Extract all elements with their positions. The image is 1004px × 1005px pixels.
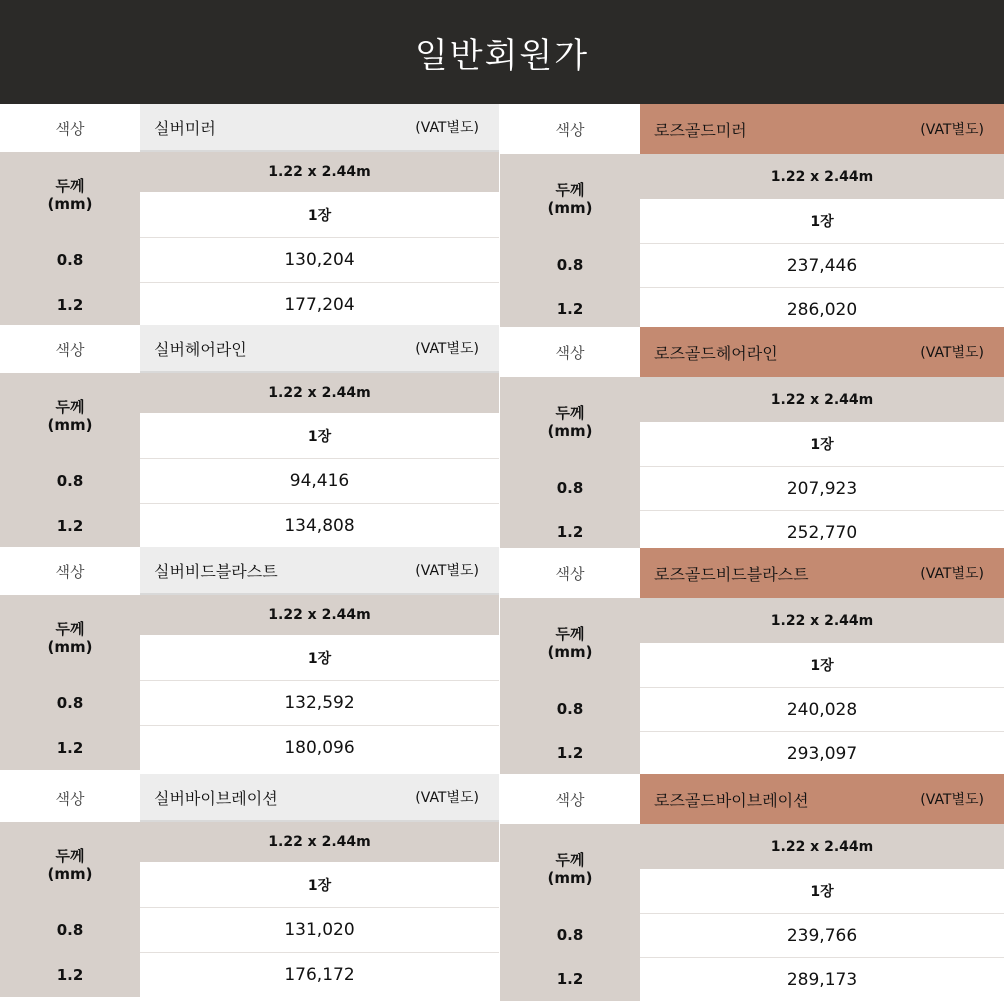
price-row <box>500 731 1004 775</box>
color-row <box>0 104 499 152</box>
price-row <box>0 458 499 503</box>
sheet-header: 1장 <box>140 635 499 680</box>
thickness-label <box>0 373 140 458</box>
color-label: 색상 <box>0 104 140 152</box>
color-row <box>500 104 1004 154</box>
product-name: 실버헤어라인 <box>154 339 247 359</box>
color-row <box>0 325 499 373</box>
price-value: 131,020 <box>140 907 499 952</box>
size-header: 1.22 x 2.44m <box>140 152 499 192</box>
price-value: 252,770 <box>640 510 1004 554</box>
color-label: 색상 <box>500 548 640 598</box>
product-name-cell <box>640 327 1004 377</box>
price-value: 207,923 <box>640 466 1004 510</box>
size-header: 1.22 x 2.44m <box>140 595 499 635</box>
color-label: 색상 <box>0 325 140 373</box>
product-name-cell <box>640 104 1004 154</box>
sheet-header: 1장 <box>640 869 1004 913</box>
price-value: 176,172 <box>140 952 499 997</box>
size-header: 1.22 x 2.44m <box>640 377 1004 422</box>
thickness-label <box>500 377 640 466</box>
vat-note: (VAT별도) <box>415 120 479 136</box>
product-name: 실버미러 <box>154 118 216 138</box>
color-row <box>0 547 499 595</box>
product-name-cell <box>140 104 499 152</box>
price-row <box>500 243 1004 287</box>
price-value: 180,096 <box>140 725 499 770</box>
price-row <box>500 957 1004 1001</box>
page-header <box>0 0 1004 104</box>
vat-note: (VAT별도) <box>920 122 984 138</box>
thickness-label <box>500 154 640 243</box>
sheet-header: 1장 <box>640 643 1004 687</box>
price-row <box>500 287 1004 331</box>
color-label: 색상 <box>500 774 640 824</box>
price-row <box>0 282 499 327</box>
thickness-text: 두께 <box>555 403 585 422</box>
thickness-value: 0.8 <box>0 458 140 503</box>
product-name: 실버바이브레이션 <box>154 788 278 808</box>
color-row <box>500 774 1004 824</box>
product-name-cell <box>640 548 1004 598</box>
color-row <box>0 774 499 822</box>
thickness-text: 두께 <box>55 846 85 865</box>
thickness-value: 0.8 <box>500 913 640 957</box>
vat-note: (VAT별도) <box>415 563 479 579</box>
thickness-value: 1.2 <box>500 731 640 775</box>
thickness-unit: (mm) <box>47 194 93 213</box>
thickness-text: 두께 <box>55 176 85 195</box>
size-header: 1.22 x 2.44m <box>140 822 499 862</box>
price-value: 289,173 <box>640 957 1004 1001</box>
thickness-value: 1.2 <box>500 287 640 331</box>
thickness-value: 0.8 <box>500 466 640 510</box>
product-name: 로즈골드헤어라인 <box>654 343 778 363</box>
product-name: 로즈골드미러 <box>654 120 747 140</box>
product-name: 로즈골드바이브레이션 <box>654 790 809 810</box>
thickness-unit: (mm) <box>547 868 593 887</box>
price-value: 237,446 <box>640 243 1004 287</box>
vat-note: (VAT별도) <box>415 790 479 806</box>
thickness-label <box>0 595 140 680</box>
thickness-value: 1.2 <box>0 282 140 327</box>
price-row <box>0 503 499 548</box>
price-row <box>500 687 1004 731</box>
thickness-label <box>0 152 140 237</box>
color-label: 색상 <box>500 327 640 377</box>
sheet-header: 1장 <box>140 413 499 458</box>
price-value: 239,766 <box>640 913 1004 957</box>
price-row <box>500 913 1004 957</box>
product-name-cell <box>140 325 499 373</box>
price-row <box>500 466 1004 510</box>
thickness-value: 1.2 <box>0 503 140 548</box>
price-value: 177,204 <box>140 282 499 327</box>
color-row <box>500 548 1004 598</box>
price-row <box>0 680 499 725</box>
sheet-header: 1장 <box>140 862 499 907</box>
thickness-value: 0.8 <box>0 907 140 952</box>
size-header: 1.22 x 2.44m <box>640 598 1004 643</box>
thickness-text: 두께 <box>555 624 585 643</box>
thickness-text: 두께 <box>555 850 585 869</box>
thickness-value: 0.8 <box>0 680 140 725</box>
thickness-text: 두께 <box>55 619 85 638</box>
color-row <box>500 327 1004 377</box>
product-name: 실버비드블라스트 <box>154 561 278 581</box>
thickness-unit: (mm) <box>547 198 593 217</box>
vat-note: (VAT별도) <box>920 792 984 808</box>
price-value: 286,020 <box>640 287 1004 331</box>
product-name-cell <box>140 547 499 595</box>
price-value: 132,592 <box>140 680 499 725</box>
thickness-text: 두께 <box>555 180 585 199</box>
thickness-label <box>500 598 640 687</box>
price-value: 293,097 <box>640 731 1004 775</box>
color-label: 색상 <box>500 104 640 154</box>
product-name-cell <box>140 774 499 822</box>
size-header: 1.22 x 2.44m <box>140 373 499 413</box>
price-value: 240,028 <box>640 687 1004 731</box>
thickness-unit: (mm) <box>47 637 93 656</box>
vat-note: (VAT별도) <box>920 566 984 582</box>
sheet-header: 1장 <box>640 199 1004 243</box>
thickness-unit: (mm) <box>47 415 93 434</box>
thickness-value: 1.2 <box>0 725 140 770</box>
price-row <box>0 907 499 952</box>
thickness-value: 1.2 <box>500 957 640 1001</box>
product-name: 로즈골드비드블라스트 <box>654 564 809 584</box>
thickness-label <box>0 822 140 907</box>
size-header: 1.22 x 2.44m <box>640 154 1004 199</box>
sheet-header: 1장 <box>140 192 499 237</box>
thickness-unit: (mm) <box>47 864 93 883</box>
thickness-label <box>500 824 640 913</box>
thickness-value: 0.8 <box>500 687 640 731</box>
price-row <box>0 725 499 770</box>
thickness-text: 두께 <box>55 397 85 416</box>
page-title: 일반회원가 <box>414 35 590 76</box>
thickness-unit: (mm) <box>547 421 593 440</box>
color-label: 색상 <box>0 774 140 822</box>
size-header: 1.22 x 2.44m <box>640 824 1004 869</box>
sheet-header: 1장 <box>640 422 1004 466</box>
price-value: 130,204 <box>140 237 499 282</box>
product-name-cell <box>640 774 1004 824</box>
color-label: 색상 <box>0 547 140 595</box>
price-row <box>0 237 499 282</box>
thickness-value: 1.2 <box>500 510 640 554</box>
price-value: 134,808 <box>140 503 499 548</box>
price-row <box>0 952 499 997</box>
thickness-value: 0.8 <box>500 243 640 287</box>
price-value: 94,416 <box>140 458 499 503</box>
thickness-value: 1.2 <box>0 952 140 997</box>
thickness-value: 0.8 <box>0 237 140 282</box>
vat-note: (VAT별도) <box>415 341 479 357</box>
thickness-unit: (mm) <box>547 642 593 661</box>
vat-note: (VAT별도) <box>920 345 984 361</box>
